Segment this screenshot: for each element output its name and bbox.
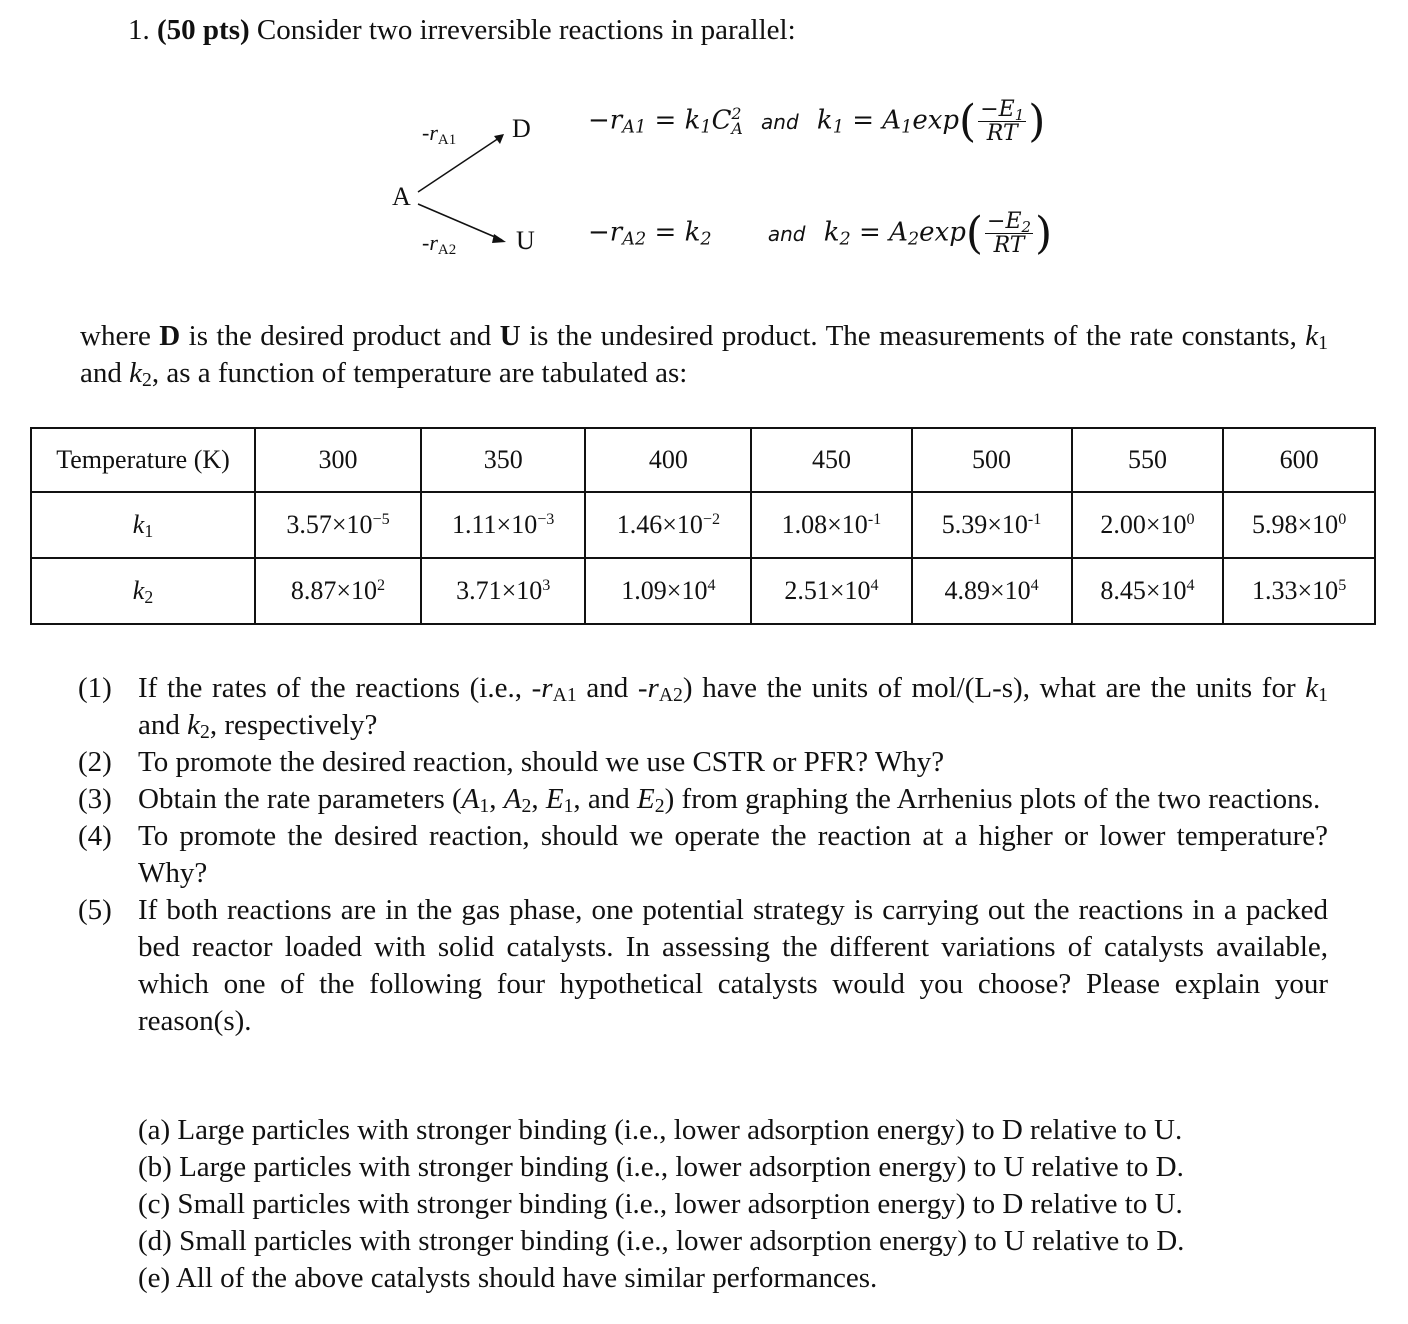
option-a: (a) Large particles with stronger binding (i.e., lower adsorption energy) to D relative to U. <box>138 1114 1183 1146</box>
k2-cell: $2.51\times 10^4$ <box>751 558 911 624</box>
option-b: (b) Large particles with stronger binding (i.e., lower adsorption energy) to U relative to D. <box>138 1151 1184 1183</box>
rate-law-1: $-r_{A1} = k_1C$ 2 A and $k_1 = A_1\exp$( $\frac{-E_1}{RT}$ ) <box>588 96 1046 147</box>
k2-cell: $1.33\times 10^5$ <box>1223 558 1375 624</box>
arrowhead-u <box>492 234 506 243</box>
question-1: (1) If the rates of the reactions (i.e., $-r_{A1}$ and $-r_{A2}$) have the units of mol/(L-s), what are the units for $k_1$ and $k_2$, respectively? <box>78 672 1329 743</box>
k1-cell: $2.00\times 10^0$ <box>1072 492 1224 558</box>
temp-cell: 350 <box>421 428 585 492</box>
temp-cell: 300 <box>255 428 421 492</box>
arrowhead-d <box>494 134 504 144</box>
k2-cell: $4.89\times 10^4$ <box>912 558 1072 624</box>
k2-cell: $3.71\times 10^3$ <box>421 558 585 624</box>
k2-cell: $8.87\times 10^2$ <box>255 558 421 624</box>
problem-heading <box>128 14 796 47</box>
temp-cell: 550 <box>1072 428 1224 492</box>
k1-cell: $5.39\times 10^{-1}$ <box>912 492 1072 558</box>
rate-constant-table <box>30 427 1376 625</box>
row-label-k2: $k_2$ <box>31 558 255 624</box>
question-2: (2) To promote the desired reaction, should we use CSTR or PFR? Why? <box>78 746 945 778</box>
temp-cell: 450 <box>751 428 911 492</box>
k2-cell: $8.45\times 10^4$ <box>1072 558 1224 624</box>
k1-cell: $1.08\times 10^{-1}$ <box>751 492 911 558</box>
option-e: (e) All of the above catalysts should have similar performances. <box>138 1262 878 1294</box>
problem-intro: Consider two irreversible reactions in parallel: <box>256 14 796 46</box>
catalyst-options <box>138 1112 1184 1297</box>
temp-cell: 500 <box>912 428 1072 492</box>
rate-law-2: $-r_{A2} = k_2$ and $k_2 = A_2\exp$( $\frac{-E_2}{RT}$ ) <box>588 208 1053 259</box>
row-label-k1: $k_1$ <box>31 492 255 558</box>
table-header-row <box>31 428 1375 492</box>
temp-cell: 600 <box>1223 428 1375 492</box>
k1-cell: $1.11\times 10^{-3}$ <box>421 492 585 558</box>
question-3: (3) Obtain the rate parameters ($A_1$, $A_2$, $E_1$, and $E_2$) from graphing the Arrhenius plots of the two reactions. <box>78 783 1321 817</box>
problem-points: (50 pts) <box>157 14 250 46</box>
question-4: (4) To promote the desired reaction, should we operate the reaction at a higher or lower temperature? Why? <box>78 820 1328 889</box>
header-temperature: Temperature (K) <box>31 428 255 492</box>
question-5: (5) If both reactions are in the gas phase, one potential strategy is carrying out the reactions in a packed bed reactor loaded with solid catalysts. In assessing the different variations of catalysts available, which one of the following four hypothetical catalysts would you choose? Please explain your reason(s). <box>78 894 1328 1037</box>
k1-cell: $1.46\times 10^{-2}$ <box>585 492 751 558</box>
table-row-k1 <box>31 492 1375 558</box>
question-list <box>78 670 1328 1040</box>
table-row-k2 <box>31 558 1375 624</box>
reaction-scheme <box>380 82 1100 282</box>
rate1-label: $-r_{A1}$ <box>422 120 457 148</box>
product-d: D <box>512 114 531 143</box>
k2-cell: $1.09\times 10^4$ <box>585 558 751 624</box>
product-u: U <box>516 226 535 255</box>
description-paragraph: where D is the desired product and U is the undesired product. The measurements of the rate constants, $k_1$ and $k_2$, as a function of temperature are tabulated as: <box>80 320 1328 391</box>
rate2-label: $-r_{A2}$ <box>422 230 457 258</box>
temp-cell: 400 <box>585 428 751 492</box>
problem-number: 1. <box>128 14 150 46</box>
option-d: (d) Small particles with stronger binding (i.e., lower adsorption energy) to U relative to D. <box>138 1225 1185 1257</box>
k1-cell: $3.57\times 10^{-5}$ <box>255 492 421 558</box>
k1-cell: $5.98\times 10^0$ <box>1223 492 1375 558</box>
reactant-a: A <box>392 182 411 211</box>
option-c: (c) Small particles with stronger binding (i.e., lower adsorption energy) to D relative to U. <box>138 1188 1183 1220</box>
